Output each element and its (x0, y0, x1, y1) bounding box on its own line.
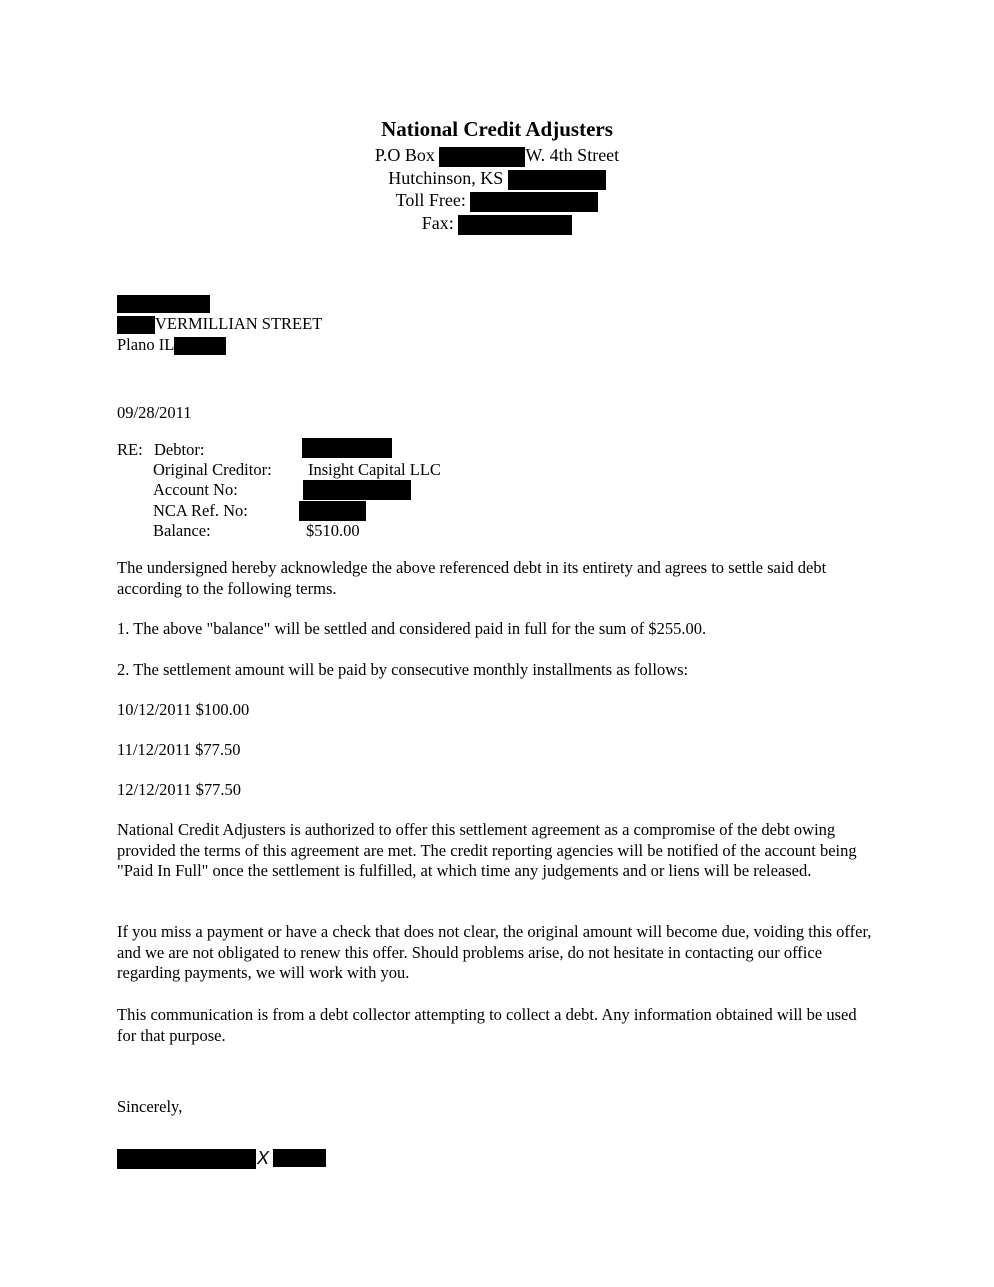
re-prefix: RE: (117, 440, 143, 459)
balance-value: $510.00 (306, 521, 360, 540)
balance-label: Balance: (153, 521, 211, 540)
creditor-label: Original Creditor: (153, 460, 272, 479)
redacted-nca-ref (299, 501, 366, 521)
authorization-paragraph: National Credit Adjusters is authorized to offer this settlement agreement as a compromise of the debt owing provided the terms of this agreement are met. The credit reporting agencies will be notified of the account being "Paid In Full" once the settlement is fulfilled, at which time any judgements and or liens will be released. (117, 820, 857, 880)
account-label: Account No: (153, 480, 238, 499)
header-street: W. 4th Street (525, 145, 620, 165)
nca-ref-label: NCA Ref. No: (153, 501, 248, 520)
redacted-signer-name (117, 1149, 256, 1169)
header-address-line (0, 144, 994, 167)
disclosure-paragraph: This communication is from a debt collector attempting to collect a debt. Any information obtained will be used for that purpose. (117, 1005, 857, 1045)
fax-label: Fax: (421, 213, 454, 233)
closing: Sincerely, (117, 1097, 183, 1116)
term-2: 2. The settlement amount will be paid by consecutive monthly installments as follows: (117, 660, 689, 679)
redacted-fax (458, 215, 572, 235)
redacted-recipient-name (117, 295, 210, 313)
redacted-debtor (302, 438, 392, 458)
missed-payment-paragraph: If you miss a payment or have a check that does not clear, the original amount will become due, voiding this offer, and we are not obligated to renew this offer. Should problems arise, do not hesitate in contacting our office regarding payments, we will work with you. (117, 922, 872, 982)
header-city-state: Hutchinson, KS (388, 168, 504, 188)
recipient-city-line (117, 335, 226, 356)
redacted-street-number (117, 316, 155, 334)
debtor-label: Debtor: (154, 440, 205, 459)
recipient-city-state: Plano IL (117, 335, 175, 354)
recipient-street: VERMILLIAN STREET (155, 314, 323, 333)
intro-paragraph: The undersigned hereby acknowledge the above referenced debt in its entirety and agrees to settle said debt according to the following terms. (117, 558, 827, 598)
redacted-toll-free (470, 192, 598, 212)
creditor-value: Insight Capital LLC (308, 460, 441, 479)
po-box-label: P.O Box (374, 145, 435, 165)
installment-3: 12/12/2011 $77.50 (117, 780, 242, 799)
signature-mark: X (257, 1148, 270, 1168)
redacted-po-box (439, 147, 525, 167)
redacted-zip (508, 170, 606, 190)
redacted-account-number (303, 480, 411, 500)
header-fax-line (0, 212, 994, 235)
recipient-street-line (117, 314, 322, 335)
redacted-signature (273, 1149, 326, 1167)
toll-free-label: Toll Free: (395, 190, 466, 210)
term-1: 1. The above "balance" will be settled and considered paid in full for the sum of $255.00. (117, 619, 707, 638)
header-city-line (0, 167, 994, 190)
installment-1: 10/12/2011 $100.00 (117, 700, 250, 719)
installment-2: 11/12/2011 $77.50 (117, 740, 241, 759)
letter-date: 09/28/2011 (117, 403, 192, 422)
company-name: National Credit Adjusters (381, 117, 613, 141)
header-toll-free-line (0, 189, 994, 212)
redacted-recipient-zip (174, 337, 226, 355)
